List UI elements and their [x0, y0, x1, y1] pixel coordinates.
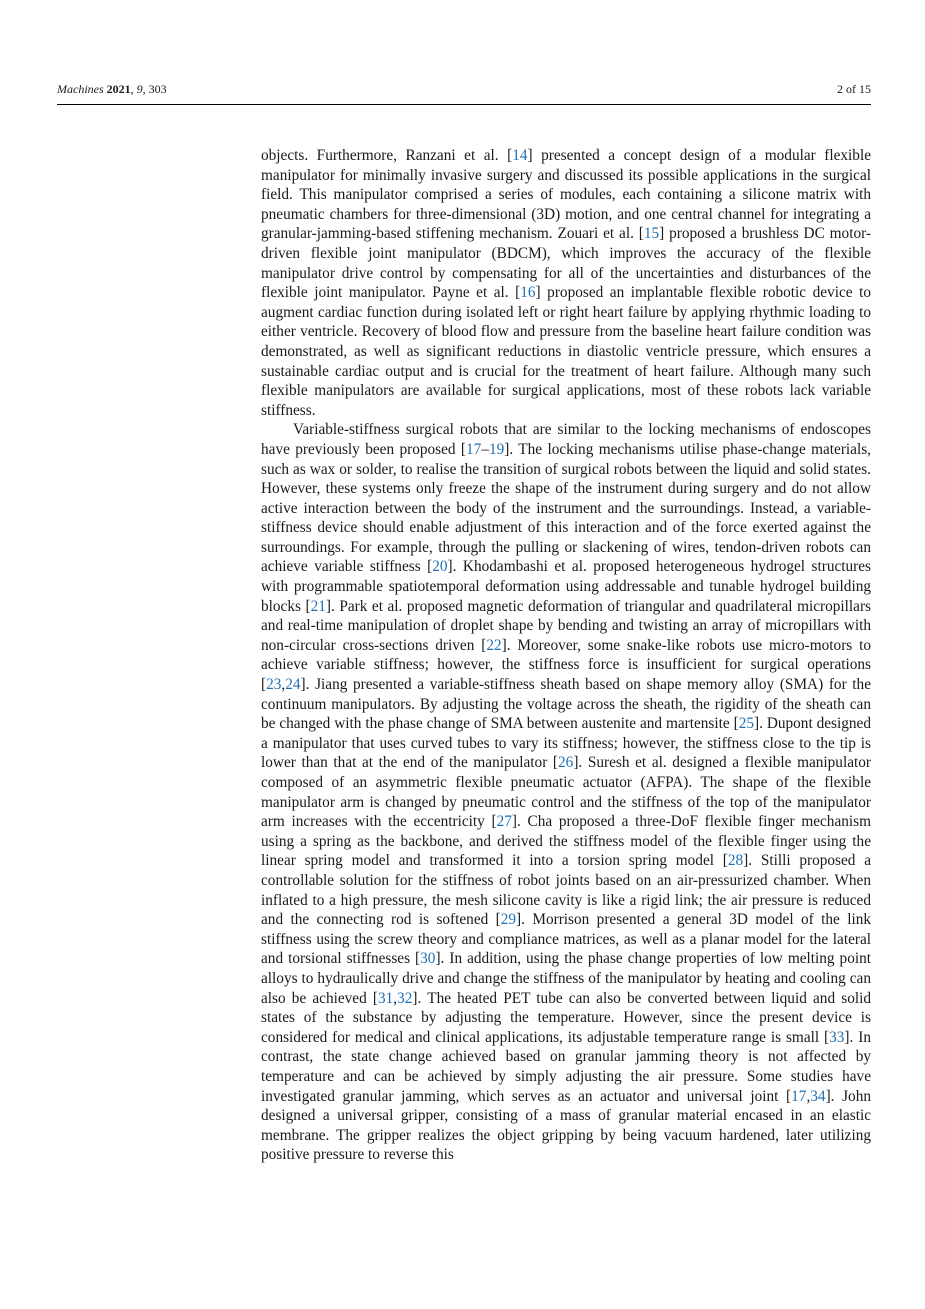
citation-link[interactable]: 33: [829, 1028, 845, 1046]
journal-year: 2021: [106, 82, 131, 96]
citation-link[interactable]: 34: [810, 1087, 826, 1105]
citation-link[interactable]: 25: [738, 715, 754, 733]
paragraph: [261, 420, 871, 1165]
text-run: Variable-stiffness surgical robots that are similar to the locking mechanisms of endoscopes have previously been proposed [: [261, 421, 871, 458]
text-run: ]. Morrison presented a general 3D model of the link stiffness using the screw theory and compliance matrices, as well as a planar model for the lateral and torsional stiffnesses [: [261, 911, 871, 968]
text-run: ]. John designed a universal gripper, consisting of a mass of granular material encased in an elastic membrane. The gripper realizes the object gripping by being vacuum hardened, later utilizing positive pressure to reverse this: [261, 1087, 871, 1164]
text-run: ,: [281, 676, 286, 694]
text-run: ]. Stilli proposed a controllable solution for the stiffness of robot joints based on an air-pressurized chamber. When inflated to a high pressure, the mesh silicone cavity is like a rigid link; the air pressure is reduced and the connecting rod is softened [: [261, 852, 871, 929]
journal-citation: Machines 2021, 9, 303: [57, 82, 167, 96]
citation-link[interactable]: 28: [727, 852, 744, 870]
text-run: ] presented a concept design of a modular flexible manipulator for minimally invasive surgery and discussed its possible applications in the surgical field. This manipulator comprised a series of modules, each containing a silicone matrix with pneumatic chambers for three-dimensional (3D) motion, and one central channel for integrating a granular-jamming-based stiffening mechanism. Zouari et al. [: [261, 147, 871, 243]
paragraph: [261, 146, 871, 420]
text-run: ]. The locking mechanisms utilise phase-change materials, such as wax or solder, to realise the transition of surgical robots between the liquid and solid states. However, these systems only freeze the shape of the instrument during surgery and do not allow active interaction between the body of the instrument and the surroundings. Instead, a variable-stiffness device should enable adjustment of this interaction and of the force exerted against the surroundings. For example, through the pulling or slackening of wires, tendon-driven robots can achieve variable stiffness [: [261, 440, 871, 576]
text-run: ,: [393, 989, 398, 1007]
citation-link[interactable]: 30: [420, 950, 436, 968]
text-run: ]. In contrast, the state change achieved based on granular jamming theory is not affected by temperature and can be achieved by simply adjusting the air pressure. Some studies have investigated granular jamming, which serves as an actuator and universal joint [: [261, 1028, 871, 1105]
text-run: –: [481, 440, 489, 458]
page-number: 2 of 15: [837, 82, 871, 96]
citation-link[interactable]: 14: [512, 147, 528, 164]
text-run: ]. Suresh et al. designed a flexible manipulator composed of an asymmetric flexible pneumatic actuator (AFPA). The shape of the flexible manipulator arm is changed by pneumatic control and the stiffness of the top of the manipulator arm increases with the eccentricity [: [261, 754, 871, 831]
citation-link[interactable]: 27: [496, 813, 512, 831]
body-text: [261, 146, 871, 1165]
journal-volume: 9: [136, 82, 143, 96]
citation-link[interactable]: 24: [285, 676, 301, 694]
citation-link[interactable]: 22: [486, 636, 502, 654]
citation-link[interactable]: 26: [558, 754, 574, 772]
journal-name: Machines: [57, 82, 104, 96]
text-run: objects. Furthermore, Ranzani et al. [: [261, 147, 513, 164]
text-run: ]. Khodambashi et al. proposed heterogeneous hydrogel structures with programmable spatiotemporal deformation using addressable and tunable hydrogel building blocks [: [261, 558, 871, 615]
text-run: ]. In addition, using the phase change properties of low melting point alloys to hydraulically drive and change the stiffness of the manipulator by heating and cooling can also be achieved [: [261, 950, 872, 1007]
text-run: ]. Cha proposed a three-DoF flexible finger mechanism using a spring as the backbone, and derived the stiffness model of the flexible finger using the linear spring model and transformed it into a torsion spring model [: [261, 813, 871, 870]
running-header: [57, 81, 871, 99]
citation-link[interactable]: 16: [520, 284, 536, 302]
text-run: ]. Park et al. proposed magnetic deformation of triangular and quadrilateral micropillars and real-time manipulation of droplet shape by bending and twisting an array of micropillars with non-circular cross-sections driven [: [261, 597, 872, 654]
text-run: ]. Jiang presented a variable-stiffness sheath based on shape memory alloy (SMA) for the continuum manipulators. By adjusting the voltage across the sheath, the rigidity of the sheath can be changed with the phase change of SMA between austenite and martensite [: [261, 676, 871, 733]
citation-link[interactable]: 20: [432, 558, 448, 576]
text-run: ]. Dupont designed a manipulator that uses curved tubes to vary its stiffness; however, the stiffness close to the tip is lower than that at the end of the manipulator [: [261, 715, 871, 772]
citation-link[interactable]: 32: [397, 989, 413, 1007]
text-run: ,: [806, 1087, 811, 1105]
citation-link[interactable]: 17: [791, 1087, 807, 1105]
citation-link[interactable]: 21: [310, 597, 326, 615]
header-rule: [57, 104, 871, 105]
text-run: ] proposed a brushless DC motor-driven flexible joint manipulator (BDCM), which improves the accuracy of the flexible manipulator drive control by compensating for all of the uncertainties and disturbances of the flexible joint manipulator. Payne et al. [: [261, 225, 871, 302]
citation-link[interactable]: 31: [378, 989, 394, 1007]
citation-link[interactable]: 15: [643, 225, 660, 243]
citation-link[interactable]: 19: [488, 440, 505, 458]
citation-link[interactable]: 23: [266, 676, 282, 694]
article-number: 303: [148, 82, 167, 96]
text-run: ] proposed an implantable flexible robotic device to augment cardiac function during isolated left or right heart failure by applying rhythmic loading to either ventricle. Recovery of blood flow and pressure from the baseline heart failure condition was demonstrated, as well as significant reductions in diastolic ventricle pressure, which ensures a sustainable cardiac output and is crucial for the treatment of heart failure. Although many such flexible manipulators are available for surgical applications, most of these robots lack variable stiffness.: [261, 284, 871, 419]
text-run: ]. Moreover, some snake-like robots use micro-motors to achieve variable stiffness; however, the stiffness force is insufficient for surgical operations [: [261, 636, 871, 694]
citation-link[interactable]: 29: [500, 911, 517, 929]
text-run: ]. The heated PET tube can also be converted between liquid and solid states of the substance by adjusting the temperature. However, since the present device is considered for medical and clinical applications, its adjustable temperature range is small [: [261, 989, 872, 1046]
citation-link[interactable]: 17: [466, 440, 482, 458]
